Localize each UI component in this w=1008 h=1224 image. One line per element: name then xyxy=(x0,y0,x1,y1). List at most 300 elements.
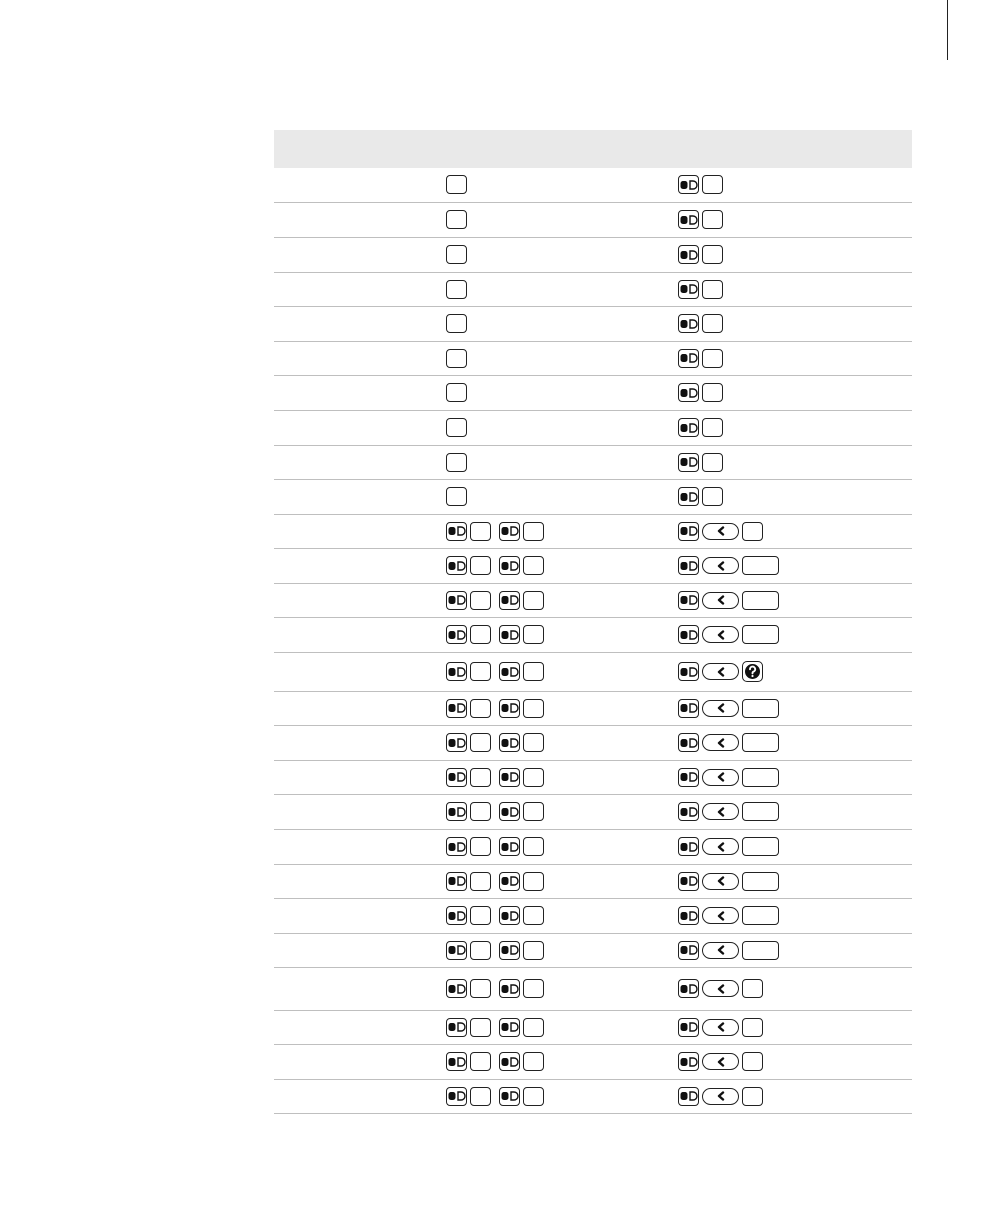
blank-key-icon xyxy=(446,280,467,299)
blank-key-icon xyxy=(742,1087,763,1106)
blank-key-icon xyxy=(702,418,723,437)
blank-key-icon xyxy=(446,418,467,437)
blank-key-icon xyxy=(702,383,723,402)
key-sequence xyxy=(446,941,670,960)
table-row xyxy=(274,1044,912,1079)
blank-key-icon xyxy=(523,699,544,718)
alt-key-sequence-cell xyxy=(670,725,912,760)
key-sequence-cell xyxy=(438,898,670,933)
shift-key-icon xyxy=(678,210,699,229)
table-body xyxy=(274,168,912,1113)
blank-key-icon xyxy=(470,979,491,998)
header-cell-2 xyxy=(438,130,670,168)
table-row xyxy=(274,410,912,445)
shift-key-icon xyxy=(446,699,467,718)
key-sequence xyxy=(446,280,670,299)
row-label-cell xyxy=(274,306,438,341)
shift-key-icon xyxy=(446,1052,467,1071)
table-row xyxy=(274,375,912,410)
blank-key-icon xyxy=(523,662,544,681)
shift-key-icon xyxy=(499,733,520,752)
key-sequence xyxy=(678,418,912,437)
blank-key-icon xyxy=(470,733,491,752)
blank-key-icon xyxy=(523,941,544,960)
row-label-cell xyxy=(274,864,438,898)
key-sequence xyxy=(678,210,912,229)
shift-key-icon xyxy=(499,1052,520,1071)
wide-blank-key-icon xyxy=(742,699,779,718)
key-sequence xyxy=(678,383,912,402)
key-sequence xyxy=(678,768,912,787)
shift-key-icon xyxy=(499,1087,520,1106)
key-sequence xyxy=(446,314,670,333)
table-row xyxy=(274,864,912,898)
shift-key-icon xyxy=(678,837,699,856)
shift-key-icon xyxy=(678,872,699,891)
left-arrow-key-icon xyxy=(702,769,739,786)
blank-key-icon xyxy=(446,210,467,229)
key-sequence-cell xyxy=(438,306,670,341)
blank-key-icon xyxy=(446,383,467,402)
key-sequence xyxy=(446,872,670,891)
key-sequence xyxy=(446,210,670,229)
blank-key-icon xyxy=(470,802,491,821)
row-label-cell xyxy=(274,445,438,479)
blank-key-icon xyxy=(702,245,723,264)
key-sequence xyxy=(678,699,912,718)
blank-key-icon xyxy=(523,591,544,610)
left-arrow-key-icon xyxy=(702,1053,739,1070)
alt-key-sequence-cell xyxy=(670,341,912,375)
row-label-cell xyxy=(274,898,438,933)
key-sequence-cell xyxy=(438,168,670,202)
shift-key-icon xyxy=(678,802,699,821)
row-label-cell xyxy=(274,514,438,548)
blank-key-icon xyxy=(470,837,491,856)
blank-key-icon xyxy=(470,1018,491,1037)
blank-key-icon xyxy=(702,487,723,506)
table-row xyxy=(274,445,912,479)
key-sequence-cell xyxy=(438,237,670,272)
wide-blank-key-icon xyxy=(742,802,779,821)
row-label-cell xyxy=(274,1044,438,1079)
key-sequence-cell xyxy=(438,967,670,1010)
blank-key-icon xyxy=(470,625,491,644)
shift-key-icon xyxy=(678,906,699,925)
row-label-cell xyxy=(274,548,438,583)
blank-key-icon xyxy=(742,1018,763,1037)
key-sequence-cell xyxy=(438,583,670,617)
key-sequence xyxy=(446,591,670,610)
key-sequence xyxy=(678,906,912,925)
page-margin-rule xyxy=(947,0,948,60)
alt-key-sequence-cell xyxy=(670,967,912,1010)
blank-key-icon xyxy=(523,906,544,925)
blank-key-icon xyxy=(523,872,544,891)
shift-key-icon xyxy=(499,906,520,925)
alt-key-sequence-cell xyxy=(670,652,912,691)
key-sequence-cell xyxy=(438,548,670,583)
key-sequence xyxy=(678,1052,912,1071)
key-sequence xyxy=(678,733,912,752)
blank-key-icon xyxy=(523,522,544,541)
wide-blank-key-icon xyxy=(742,733,779,752)
shift-key-icon xyxy=(446,556,467,575)
shift-key-icon xyxy=(446,1018,467,1037)
help-key-icon xyxy=(742,661,763,682)
blank-key-icon xyxy=(470,556,491,575)
key-sequence xyxy=(678,941,912,960)
key-sequence-cell xyxy=(438,272,670,306)
shift-key-icon xyxy=(678,733,699,752)
alt-key-sequence-cell xyxy=(670,829,912,864)
blank-key-icon xyxy=(446,245,467,264)
blank-key-icon xyxy=(523,625,544,644)
alt-key-sequence-cell xyxy=(670,583,912,617)
alt-key-sequence-cell xyxy=(670,202,912,237)
shift-key-icon xyxy=(446,522,467,541)
blank-key-icon xyxy=(742,1052,763,1071)
left-arrow-key-icon xyxy=(702,700,739,717)
left-arrow-key-icon xyxy=(702,942,739,959)
shift-key-icon xyxy=(678,453,699,472)
key-sequence-cell xyxy=(438,652,670,691)
alt-key-sequence-cell xyxy=(670,1010,912,1044)
key-sequence xyxy=(678,280,912,299)
key-sequence xyxy=(678,1087,912,1106)
key-sequence xyxy=(678,802,912,821)
blank-key-icon xyxy=(470,591,491,610)
key-sequence xyxy=(446,487,670,506)
key-sequence xyxy=(446,625,670,644)
shift-key-icon xyxy=(678,522,699,541)
key-sequence xyxy=(446,662,670,681)
key-sequence-cell xyxy=(438,760,670,794)
table-row xyxy=(274,306,912,341)
table-row xyxy=(274,691,912,725)
key-sequence xyxy=(446,768,670,787)
alt-key-sequence-cell xyxy=(670,479,912,514)
key-sequence xyxy=(446,556,670,575)
alt-key-sequence-cell xyxy=(670,168,912,202)
key-sequence-cell xyxy=(438,794,670,829)
table-row xyxy=(274,617,912,652)
shift-key-icon xyxy=(678,383,699,402)
alt-key-sequence-cell xyxy=(670,514,912,548)
shift-key-icon xyxy=(446,941,467,960)
row-label-cell xyxy=(274,202,438,237)
shift-key-icon xyxy=(678,1087,699,1106)
alt-key-sequence-cell xyxy=(670,306,912,341)
alt-key-sequence-cell xyxy=(670,691,912,725)
row-label-cell xyxy=(274,691,438,725)
key-sequence-cell xyxy=(438,617,670,652)
alt-key-sequence-cell xyxy=(670,237,912,272)
table-row xyxy=(274,794,912,829)
key-sequence xyxy=(446,979,670,998)
key-sequence xyxy=(678,872,912,891)
table-row xyxy=(274,202,912,237)
alt-key-sequence-cell xyxy=(670,272,912,306)
blank-key-icon xyxy=(523,733,544,752)
alt-key-sequence-cell xyxy=(670,933,912,967)
row-label-cell xyxy=(274,829,438,864)
alt-key-sequence-cell xyxy=(670,898,912,933)
row-label-cell xyxy=(274,725,438,760)
shift-key-icon xyxy=(499,556,520,575)
left-arrow-key-icon xyxy=(702,663,739,680)
shift-key-icon xyxy=(446,837,467,856)
key-sequence xyxy=(678,314,912,333)
shift-key-icon xyxy=(446,872,467,891)
alt-key-sequence-cell xyxy=(670,548,912,583)
shift-key-icon xyxy=(499,837,520,856)
key-sequence-cell xyxy=(438,864,670,898)
key-sequence-cell xyxy=(438,829,670,864)
blank-key-icon xyxy=(446,175,467,194)
key-sequence xyxy=(678,591,912,610)
table-row xyxy=(274,725,912,760)
key-sequence-cell xyxy=(438,691,670,725)
table-row xyxy=(274,341,912,375)
blank-key-icon xyxy=(470,699,491,718)
key-sequence-cell xyxy=(438,410,670,445)
shift-key-icon xyxy=(499,802,520,821)
left-arrow-key-icon xyxy=(702,803,739,820)
blank-key-icon xyxy=(523,556,544,575)
shift-key-icon xyxy=(678,941,699,960)
shift-key-icon xyxy=(446,662,467,681)
shift-key-icon xyxy=(678,314,699,333)
blank-key-icon xyxy=(470,768,491,787)
shift-key-icon xyxy=(499,979,520,998)
table-row xyxy=(274,760,912,794)
blank-key-icon xyxy=(702,210,723,229)
alt-key-sequence-cell xyxy=(670,445,912,479)
table-row xyxy=(274,514,912,548)
shift-key-icon xyxy=(499,591,520,610)
table-row xyxy=(274,898,912,933)
left-arrow-key-icon xyxy=(702,626,739,643)
wide-blank-key-icon xyxy=(742,768,779,787)
blank-key-icon xyxy=(702,453,723,472)
blank-key-icon xyxy=(523,802,544,821)
alt-key-sequence-cell xyxy=(670,794,912,829)
alt-key-sequence-cell xyxy=(670,617,912,652)
shift-key-icon xyxy=(446,768,467,787)
row-label-cell xyxy=(274,617,438,652)
alt-key-sequence-cell xyxy=(670,760,912,794)
shift-key-icon xyxy=(446,802,467,821)
table-row xyxy=(274,548,912,583)
table-row xyxy=(274,237,912,272)
shift-key-icon xyxy=(678,768,699,787)
blank-key-icon xyxy=(702,175,723,194)
blank-key-icon xyxy=(470,522,491,541)
shift-key-icon xyxy=(446,733,467,752)
key-sequence xyxy=(446,1018,670,1037)
row-label-cell xyxy=(274,1079,438,1113)
shift-key-icon xyxy=(678,175,699,194)
key-sequence-cell xyxy=(438,341,670,375)
left-arrow-key-icon xyxy=(702,592,739,609)
key-sequence-cell xyxy=(438,1079,670,1113)
blank-key-icon xyxy=(742,979,763,998)
row-label-cell xyxy=(274,967,438,1010)
shift-key-icon xyxy=(446,906,467,925)
left-arrow-key-icon xyxy=(702,1088,739,1105)
row-label-cell xyxy=(274,583,438,617)
shift-key-icon xyxy=(499,941,520,960)
key-sequence xyxy=(446,1087,670,1106)
blank-key-icon xyxy=(523,1018,544,1037)
shift-key-icon xyxy=(499,699,520,718)
wide-blank-key-icon xyxy=(742,872,779,891)
wide-blank-key-icon xyxy=(742,906,779,925)
row-label-cell xyxy=(274,237,438,272)
key-sequence xyxy=(678,453,912,472)
key-sequence xyxy=(446,175,670,194)
shift-key-icon xyxy=(678,979,699,998)
blank-key-icon xyxy=(470,872,491,891)
alt-key-sequence-cell xyxy=(670,1044,912,1079)
blank-key-icon xyxy=(742,522,763,541)
key-sequence xyxy=(678,979,912,998)
blank-key-icon xyxy=(523,768,544,787)
shift-key-icon xyxy=(446,979,467,998)
blank-key-icon xyxy=(523,1052,544,1071)
shift-key-icon xyxy=(446,625,467,644)
key-sequence xyxy=(446,802,670,821)
key-sequence xyxy=(446,245,670,264)
wide-blank-key-icon xyxy=(742,941,779,960)
key-sequence-cell xyxy=(438,479,670,514)
shift-key-icon xyxy=(678,625,699,644)
shift-key-icon xyxy=(678,418,699,437)
shift-key-icon xyxy=(678,1018,699,1037)
wide-blank-key-icon xyxy=(742,625,779,644)
shift-key-icon xyxy=(499,1018,520,1037)
shift-key-icon xyxy=(499,522,520,541)
header-cell-3 xyxy=(670,130,912,168)
key-sequence-cell xyxy=(438,725,670,760)
table-row xyxy=(274,272,912,306)
blank-key-icon xyxy=(446,314,467,333)
table-row xyxy=(274,967,912,1010)
key-sequence xyxy=(446,383,670,402)
header-cell-1 xyxy=(274,130,438,168)
key-sequence-cell xyxy=(438,1010,670,1044)
key-sequence xyxy=(678,522,912,541)
shift-key-icon xyxy=(678,699,699,718)
blank-key-icon xyxy=(446,453,467,472)
key-sequence xyxy=(446,1052,670,1071)
key-sequence xyxy=(446,453,670,472)
row-label-cell xyxy=(274,168,438,202)
key-sequence-cell xyxy=(438,445,670,479)
key-sequence xyxy=(446,418,670,437)
key-sequence-cell xyxy=(438,933,670,967)
blank-key-icon xyxy=(523,1087,544,1106)
wide-blank-key-icon xyxy=(742,591,779,610)
shift-key-icon xyxy=(678,1052,699,1071)
row-label-cell xyxy=(274,794,438,829)
left-arrow-key-icon xyxy=(702,734,739,751)
left-arrow-key-icon xyxy=(702,873,739,890)
blank-key-icon xyxy=(470,1087,491,1106)
key-sequence xyxy=(678,1018,912,1037)
left-arrow-key-icon xyxy=(702,907,739,924)
wide-blank-key-icon xyxy=(742,556,779,575)
key-sequence xyxy=(678,487,912,506)
wide-blank-key-icon xyxy=(742,837,779,856)
key-sequence-table xyxy=(274,130,912,1114)
blank-key-icon xyxy=(446,349,467,368)
left-arrow-key-icon xyxy=(702,980,739,997)
left-arrow-key-icon xyxy=(702,838,739,855)
alt-key-sequence-cell xyxy=(670,864,912,898)
row-label-cell xyxy=(274,410,438,445)
row-label-cell xyxy=(274,375,438,410)
table-header-row xyxy=(274,130,912,168)
key-sequence xyxy=(446,349,670,368)
table-row xyxy=(274,1079,912,1113)
blank-key-icon xyxy=(702,280,723,299)
shift-key-icon xyxy=(678,487,699,506)
key-sequence xyxy=(678,837,912,856)
alt-key-sequence-cell xyxy=(670,1079,912,1113)
alt-key-sequence-cell xyxy=(670,410,912,445)
shift-key-icon xyxy=(678,245,699,264)
row-label-cell xyxy=(274,933,438,967)
key-sequence-cell xyxy=(438,202,670,237)
shift-key-icon xyxy=(499,625,520,644)
key-sequence-cell xyxy=(438,375,670,410)
shift-key-icon xyxy=(678,662,699,681)
table-row xyxy=(274,933,912,967)
blank-key-icon xyxy=(702,314,723,333)
shift-key-icon xyxy=(446,1087,467,1106)
blank-key-icon xyxy=(523,979,544,998)
key-sequence xyxy=(446,906,670,925)
blank-key-icon xyxy=(523,837,544,856)
key-sequence-cell xyxy=(438,1044,670,1079)
alt-key-sequence-cell xyxy=(670,375,912,410)
left-arrow-key-icon xyxy=(702,557,739,574)
table-row xyxy=(274,583,912,617)
table-row xyxy=(274,829,912,864)
key-sequence xyxy=(446,837,670,856)
key-sequence-cell xyxy=(438,514,670,548)
table-row xyxy=(274,1010,912,1044)
left-arrow-key-icon xyxy=(702,1019,739,1036)
key-sequence xyxy=(678,245,912,264)
key-sequence xyxy=(678,556,912,575)
blank-key-icon xyxy=(702,349,723,368)
blank-key-icon xyxy=(470,906,491,925)
key-sequence xyxy=(446,699,670,718)
row-label-cell xyxy=(274,479,438,514)
blank-key-icon xyxy=(470,662,491,681)
left-arrow-key-icon xyxy=(702,523,739,540)
row-label-cell xyxy=(274,341,438,375)
table-row xyxy=(274,479,912,514)
row-label-cell xyxy=(274,272,438,306)
row-label-cell xyxy=(274,1010,438,1044)
row-label-cell xyxy=(274,760,438,794)
key-sequence xyxy=(446,733,670,752)
blank-key-icon xyxy=(446,487,467,506)
